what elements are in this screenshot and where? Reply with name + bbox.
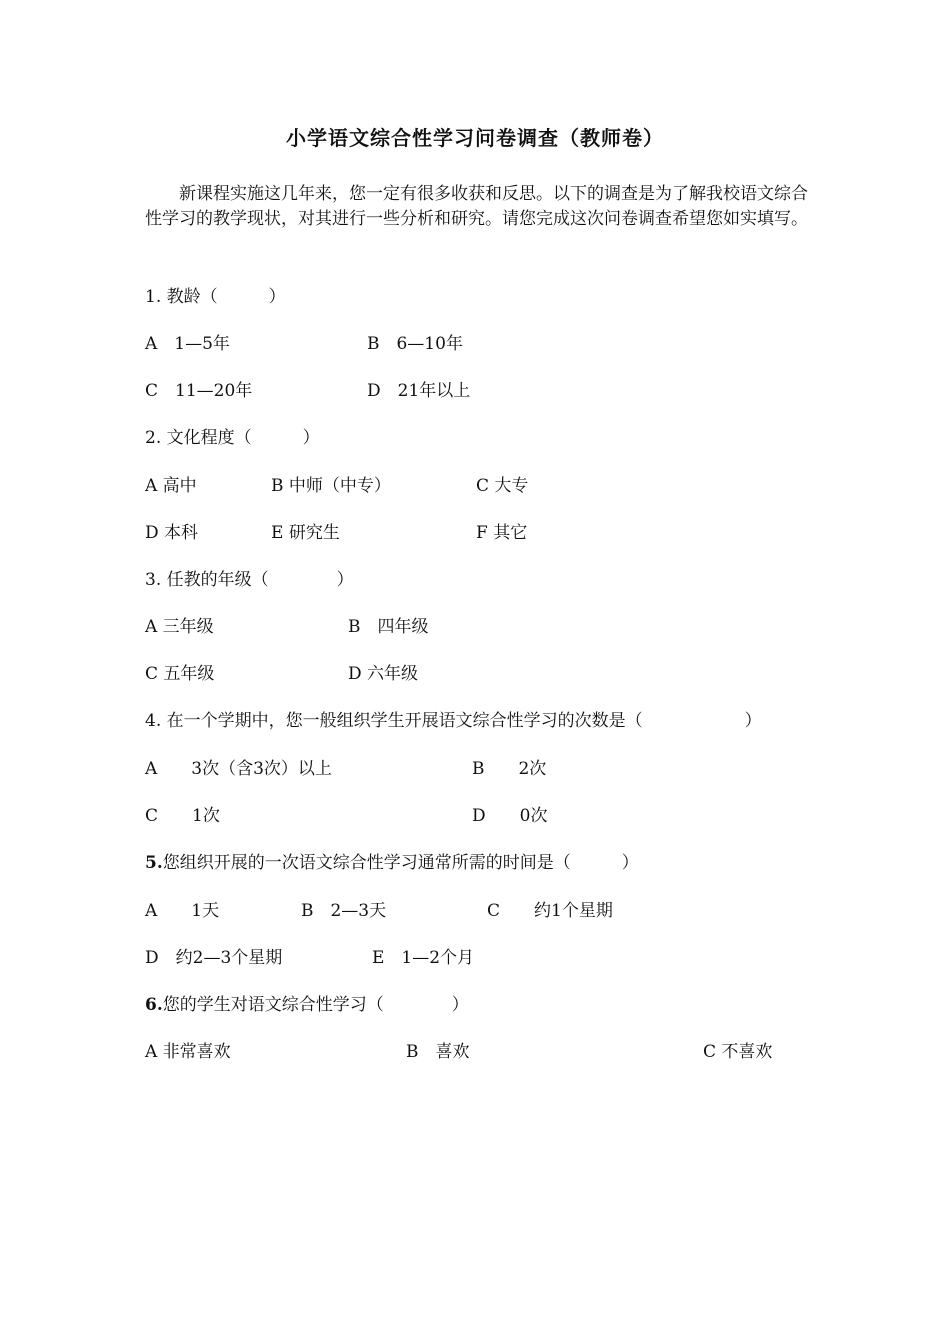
q5-option-c: C 约1个星期 xyxy=(487,901,613,921)
q6-option-c: C 不喜欢 xyxy=(703,1042,773,1062)
q1-option-d: D 21年以上 xyxy=(367,381,471,401)
page-title: 小学语文综合性学习问卷调查（教师卷） xyxy=(286,126,664,150)
q5-option-a: A 1天 xyxy=(145,901,220,921)
q4-option-c: C 1次 xyxy=(145,806,220,826)
q5-option-d: D 约2—3个星期 xyxy=(145,948,283,968)
q2-option-c: C 大专 xyxy=(476,476,529,496)
q4-option-b: B 2次 xyxy=(472,759,547,779)
q3-option-c: C 五年级 xyxy=(145,664,215,684)
q6-option-b: B 喜欢 xyxy=(406,1042,470,1062)
q2-option-b: B 中师（中专） xyxy=(271,476,391,496)
q3-option-a: A 三年级 xyxy=(145,617,214,637)
q2-option-f: F 其它 xyxy=(476,523,528,543)
question-1: 1. 教龄（ ） xyxy=(145,287,286,307)
q2-option-e: E 研究生 xyxy=(271,523,340,543)
q3-option-b: B 四年级 xyxy=(348,617,429,637)
q4-option-a: A 3次（含3次）以上 xyxy=(145,759,332,779)
q4-option-d: D 0次 xyxy=(472,806,548,826)
q2-option-a: A 高中 xyxy=(145,476,197,496)
question-5-text: 您组织开展的一次语文综合性学习通常所需的时间是（ ） xyxy=(162,853,639,873)
question-6-number: 6. xyxy=(145,995,163,1015)
question-5-number: 5. xyxy=(145,853,163,873)
intro-paragraph: 新课程实施这几年来，您一定有很多收获和反思。以下的调查是为了解我校语文综合性学习的教学现状，对其进行一些分析和研究。请您完成这次问卷调查希望您如实填写。 xyxy=(145,184,808,229)
q3-option-d: D 六年级 xyxy=(348,664,419,684)
question-4: 4. 在一个学期中，您一般组织学生开展语文综合性学习的次数是（ ） xyxy=(145,711,762,731)
question-3: 3. 任教的年级（ ） xyxy=(145,570,354,590)
q5-option-e: E 1—2个月 xyxy=(372,948,475,968)
question-6 xyxy=(145,990,469,1015)
q5-option-b: B 2—3天 xyxy=(301,901,387,921)
question-5 xyxy=(145,848,639,873)
q1-option-b: B 6—10年 xyxy=(367,334,463,354)
q1-option-c: C 11—20年 xyxy=(145,381,253,401)
q6-option-a: A 非常喜欢 xyxy=(145,1042,231,1062)
question-6-text: 您的学生对语文综合性学习（ ） xyxy=(162,995,469,1015)
q1-option-a: A 1—5年 xyxy=(145,334,230,354)
question-2: 2. 文化程度（ ） xyxy=(145,428,320,448)
q2-option-d: D 本科 xyxy=(145,523,199,543)
